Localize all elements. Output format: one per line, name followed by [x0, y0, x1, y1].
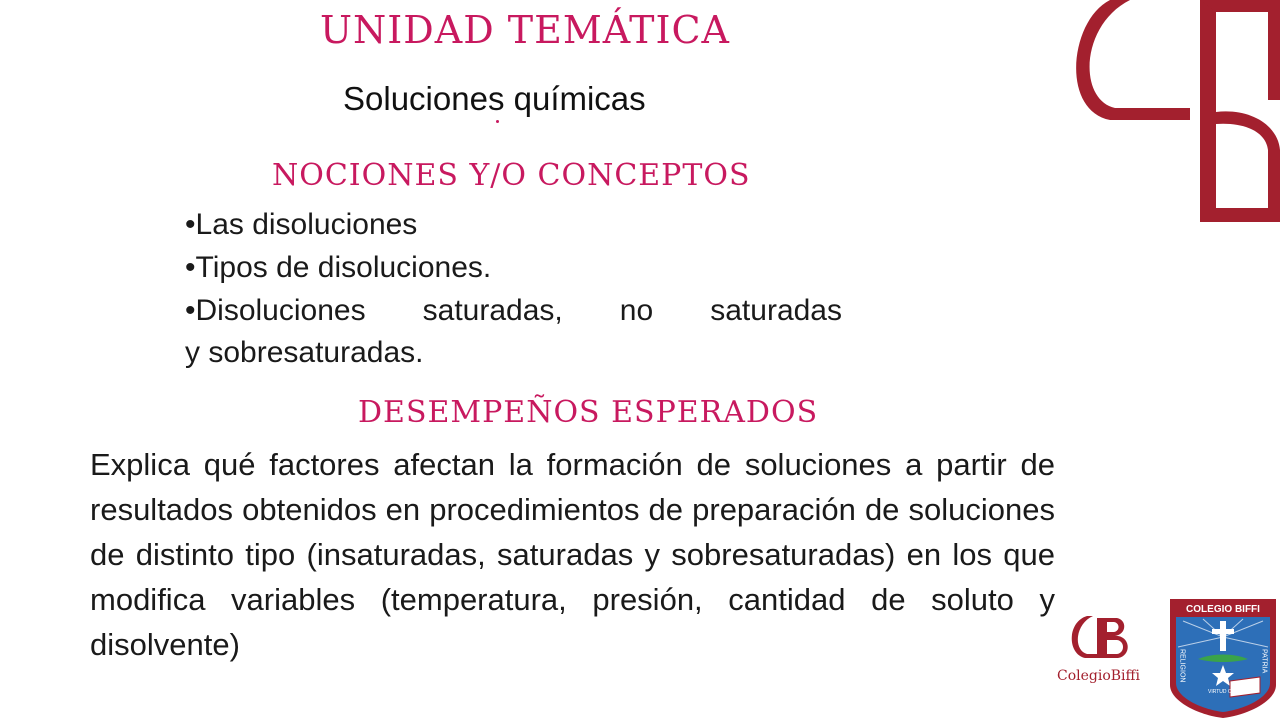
decorative-dot [496, 120, 499, 123]
cb-monogram-decoration [1040, 0, 1280, 225]
page-title: UNIDAD TEMÁTICA [320, 8, 730, 52]
crest-motto: VIRTUD CIENCIA [1208, 689, 1249, 695]
performance-heading: DESEMPEÑOS ESPERADOS [358, 395, 819, 430]
concept-item: •Las disoluciones [185, 208, 418, 241]
subject-subtitle: Soluciones químicas [343, 80, 646, 117]
performance-description: Explica qué factores afectan la formación de soluciones a partir de resultados obtenidos en procedimientos de preparación de soluciones de distinto tipo (insaturadas, saturadas y sobresaturadas) en los que modifica variables (temperatura, presión, cantidad de soluto y disolvente) [90, 447, 1055, 662]
crest-left-motto: RELIGION [1178, 649, 1186, 683]
concept-item: •Disoluciones saturadas, no saturadas [185, 294, 842, 327]
concept-list [185, 203, 842, 332]
concepts-heading: NOCIONES Y/O CONCEPTOS [272, 158, 751, 193]
crest-right-motto: PATRIA [1260, 649, 1268, 674]
concept-item: •Tipos de disoluciones. [185, 251, 492, 284]
crest-banner: COLEGIO BIFFI [1186, 604, 1260, 615]
colegio-biffi-logo [1055, 612, 1160, 692]
logo-wordmark: ColegioBiffi [1057, 668, 1140, 684]
school-crest-icon [1168, 597, 1278, 719]
concept-item-continuation: y sobresaturadas. [185, 336, 424, 369]
